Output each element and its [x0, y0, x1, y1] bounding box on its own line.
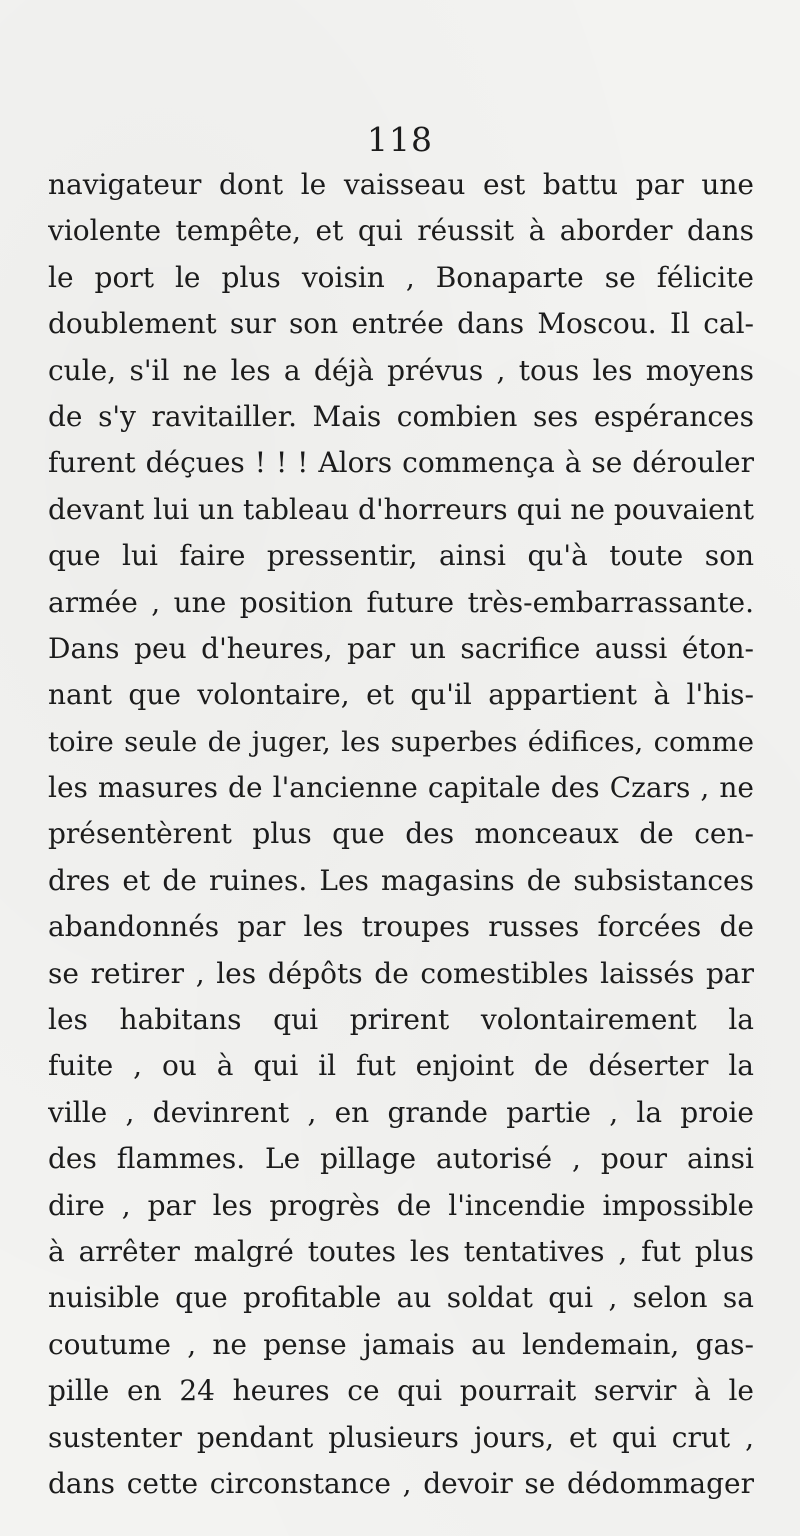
text-line: doublement sur son entrée dans Moscou. Il cal-	[48, 307, 754, 341]
text-line: dans cette circonstance , devoir se dédommager	[48, 1466, 754, 1500]
text-line: se retirer , les dépôts de comestibles laissés par	[48, 956, 754, 990]
text-line: le port le plus voisin , Bonaparte se félicite	[48, 260, 754, 294]
text-line: que lui faire pressentir, ainsi qu'à toute son	[48, 539, 754, 573]
text-line: navigateur dont le vaisseau est battu par une	[48, 168, 754, 201]
text-line: abandonnés par les troupes russes forcées de	[48, 910, 754, 944]
text-line: à arrêter malgré toutes les tentatives , fut plus	[48, 1234, 754, 1268]
page-number: 118	[367, 120, 433, 159]
text-line: sustenter pendant plusieurs jours, et qui crut ,	[48, 1420, 754, 1454]
text-line: toire seule de juger, les superbes édifices, comme	[48, 725, 754, 758]
text-line: nant que volontaire, et qu'il appartient à l'his-	[48, 678, 754, 712]
text-line: dres et de ruines. Les magasins de subsistances	[48, 863, 754, 897]
text-line: fuite , ou à qui il fut enjoint de déserter la	[48, 1049, 754, 1083]
text-line: devant lui un tableau d'horreurs qui ne pouvaient	[48, 492, 754, 526]
text-line: nuisible que profitable au soldat qui , selon sa	[48, 1281, 754, 1315]
text-line: violente tempête, et qui réussit à aborder dans	[48, 214, 754, 248]
text-line: armée , une position future très-embarrassante.	[48, 585, 754, 619]
text-line: de s'y ravitailler. Mais combien ses espérances	[48, 399, 754, 433]
text-line: les habitans qui prirent volontairement la	[48, 1003, 754, 1037]
text-line: coutume , ne pense jamais au lendemain, gas-	[48, 1327, 754, 1361]
body-text	[48, 162, 754, 1507]
text-line: des flammes. Le pillage autorisé , pour ainsi	[48, 1142, 754, 1176]
text-line: Dans peu d'heures, par un sacrifice aussi éton-	[48, 631, 754, 665]
text-line: pille en 24 heures ce qui pourrait servir à le	[48, 1374, 754, 1408]
text-line: cule, s'il ne les a déjà prévus , tous les moyens	[48, 353, 754, 387]
text-line: dire , par les progrès de l'incendie impossible	[48, 1188, 754, 1222]
text-line: ville , devinrent , en grande partie , la proie	[48, 1095, 754, 1129]
text-line: furent déçues ! ! ! Alors commença à se dérouler	[48, 446, 754, 480]
text-line: les masures de l'ancienne capitale des Czars , ne	[48, 771, 754, 805]
text-line: présentèrent plus que des monceaux de cen-	[48, 817, 754, 851]
